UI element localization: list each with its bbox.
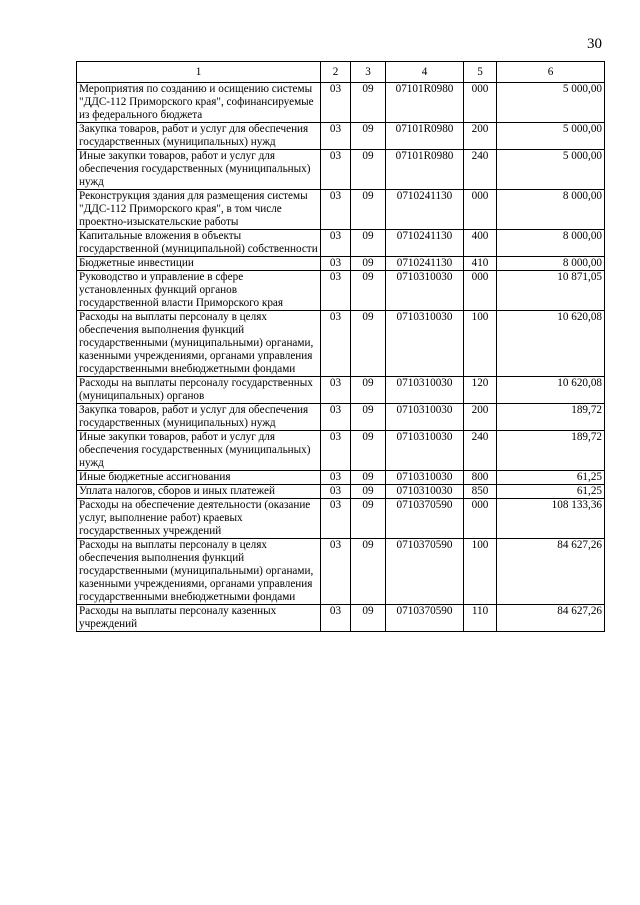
table-row (77, 485, 605, 499)
header-col-subsection: 3 (351, 62, 386, 83)
row-group: 000 (464, 499, 497, 539)
header-row (77, 62, 605, 83)
row-target: 07101R0980 (386, 83, 464, 123)
row-group: 240 (464, 431, 497, 471)
row-group: 000 (464, 83, 497, 123)
row-subsection: 09 (351, 404, 386, 431)
row-sum: 84 627,26 (497, 539, 605, 605)
row-sum: 8 000,00 (497, 257, 605, 271)
row-target: 0710370590 (386, 539, 464, 605)
table-row (77, 190, 605, 230)
row-section: 03 (321, 257, 351, 271)
row-subsection: 09 (351, 499, 386, 539)
budget-table (76, 61, 605, 632)
row-subsection: 09 (351, 150, 386, 190)
row-sum: 5 000,00 (497, 83, 605, 123)
row-target: 0710310030 (386, 471, 464, 485)
header-col-sum: 6 (497, 62, 605, 83)
row-subsection: 09 (351, 377, 386, 404)
table-row (77, 83, 605, 123)
table-row (77, 471, 605, 485)
row-sum: 10 871,05 (497, 271, 605, 311)
row-name: Мероприятия по созданию и осищению системы "ДДС-112 Приморского края", софинансируемые из федерального бюджета (77, 83, 321, 123)
row-group: 200 (464, 404, 497, 431)
page-number: 30 (587, 36, 602, 52)
row-section: 03 (321, 471, 351, 485)
row-target: 0710241130 (386, 190, 464, 230)
row-name: Иные закупки товаров, работ и услуг для обеспечения государственных (муниципальных) нужд (77, 150, 321, 190)
row-section: 03 (321, 311, 351, 377)
row-name: Расходы на выплаты персоналу в целях обеспечения выполнения функций государственными (муниципальными) органами, казенными учреждениями, органами управления государственными внебюджетными фондами (77, 539, 321, 605)
row-sum: 108 133,36 (497, 499, 605, 539)
row-target: 07101R0980 (386, 123, 464, 150)
row-section: 03 (321, 404, 351, 431)
row-group: 850 (464, 485, 497, 499)
table-row (77, 377, 605, 404)
row-section: 03 (321, 83, 351, 123)
row-subsection: 09 (351, 271, 386, 311)
table-row (77, 271, 605, 311)
row-section: 03 (321, 123, 351, 150)
row-section: 03 (321, 485, 351, 499)
row-target: 0710310030 (386, 404, 464, 431)
row-name: Закупка товаров, работ и услуг для обеспечения государственных (муниципальных) нужд (77, 123, 321, 150)
table-row (77, 605, 605, 632)
row-name: Закупка товаров, работ и услуг для обеспечения государственных (муниципальных) нужд (77, 404, 321, 431)
row-subsection: 09 (351, 230, 386, 257)
row-name: Расходы на выплаты персоналу в целях обеспечения выполнения функций государственными (муниципальными) органами, казенными учреждениями, органами управления государственными внебюджетными фондами (77, 311, 321, 377)
row-name: Уплата налогов, сборов и иных платежей (77, 485, 321, 499)
row-group: 100 (464, 311, 497, 377)
row-subsection: 09 (351, 190, 386, 230)
row-section: 03 (321, 271, 351, 311)
row-group: 000 (464, 190, 497, 230)
row-name: Реконструкция здания для размещения системы "ДДС-112 Приморского края", в том числе проектно-изыскательские работы (77, 190, 321, 230)
header-col-name: 1 (77, 62, 321, 83)
row-name: Руководство и управление в сфере установленных функций органов государственной власти Приморского края (77, 271, 321, 311)
row-subsection: 09 (351, 485, 386, 499)
row-target: 0710310030 (386, 271, 464, 311)
row-group: 200 (464, 123, 497, 150)
row-sum: 8 000,00 (497, 230, 605, 257)
row-subsection: 09 (351, 311, 386, 377)
row-section: 03 (321, 377, 351, 404)
row-section: 03 (321, 605, 351, 632)
row-name: Расходы на обеспечение деятельности (оказание услуг, выполнение работ) краевых государственных учреждений (77, 499, 321, 539)
row-group: 410 (464, 257, 497, 271)
row-target: 0710310030 (386, 377, 464, 404)
header-col-section: 2 (321, 62, 351, 83)
table-row (77, 431, 605, 471)
row-subsection: 09 (351, 539, 386, 605)
row-target: 0710370590 (386, 605, 464, 632)
row-name: Расходы на выплаты персоналу казенных учреждений (77, 605, 321, 632)
row-name: Расходы на выплаты персоналу государственных (муниципальных) органов (77, 377, 321, 404)
table-row (77, 123, 605, 150)
row-group: 800 (464, 471, 497, 485)
row-target: 0710241130 (386, 257, 464, 271)
row-sum: 10 620,08 (497, 311, 605, 377)
row-sum: 5 000,00 (497, 123, 605, 150)
row-sum: 189,72 (497, 431, 605, 471)
table-row (77, 150, 605, 190)
row-subsection: 09 (351, 83, 386, 123)
row-subsection: 09 (351, 123, 386, 150)
header-col-target: 4 (386, 62, 464, 83)
row-name: Капитальные вложения в объекты государственной (муниципальной) собственности (77, 230, 321, 257)
row-subsection: 09 (351, 471, 386, 485)
header-col-group: 5 (464, 62, 497, 83)
row-name: Иные бюджетные ассигнования (77, 471, 321, 485)
row-sum: 10 620,08 (497, 377, 605, 404)
row-sum: 189,72 (497, 404, 605, 431)
row-group: 400 (464, 230, 497, 257)
row-target: 0710310030 (386, 431, 464, 471)
row-section: 03 (321, 230, 351, 257)
row-target: 0710241130 (386, 230, 464, 257)
row-subsection: 09 (351, 257, 386, 271)
table-row (77, 539, 605, 605)
row-subsection: 09 (351, 431, 386, 471)
row-section: 03 (321, 431, 351, 471)
row-group: 240 (464, 150, 497, 190)
table-row (77, 499, 605, 539)
table-row (77, 311, 605, 377)
row-sum: 84 627,26 (497, 605, 605, 632)
row-group: 120 (464, 377, 497, 404)
row-group: 000 (464, 271, 497, 311)
row-section: 03 (321, 190, 351, 230)
row-sum: 61,25 (497, 471, 605, 485)
row-name: Бюджетные инвестиции (77, 257, 321, 271)
row-sum: 5 000,00 (497, 150, 605, 190)
row-group: 100 (464, 539, 497, 605)
table-row (77, 230, 605, 257)
row-target: 0710310030 (386, 311, 464, 377)
row-subsection: 09 (351, 605, 386, 632)
row-name: Иные закупки товаров, работ и услуг для обеспечения государственных (муниципальных) нужд (77, 431, 321, 471)
table-row (77, 404, 605, 431)
row-group: 110 (464, 605, 497, 632)
table-row (77, 257, 605, 271)
row-section: 03 (321, 499, 351, 539)
row-target: 07101R0980 (386, 150, 464, 190)
row-section: 03 (321, 539, 351, 605)
row-sum: 61,25 (497, 485, 605, 499)
row-target: 0710370590 (386, 499, 464, 539)
row-target: 0710310030 (386, 485, 464, 499)
row-sum: 8 000,00 (497, 190, 605, 230)
row-section: 03 (321, 150, 351, 190)
